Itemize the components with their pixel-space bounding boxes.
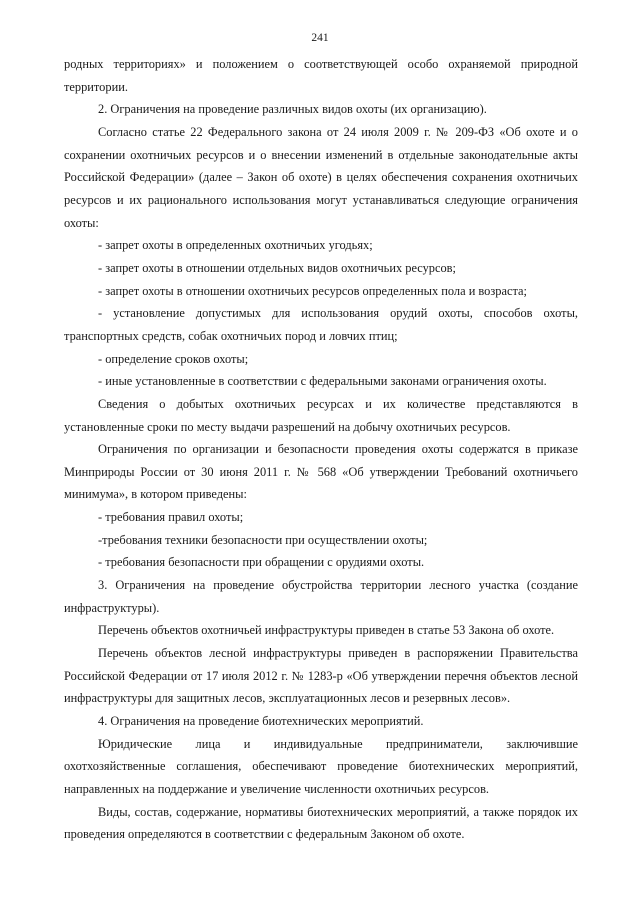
paragraph: Перечень объектов лесной инфраструктуры приведен в распоряжении Правительства Российской Федерации от 17 июля 2012 г. № 1283-р «Об утверждении перечня объектов лесной инфраструктуры для защитных лесов, эксплуатационных лесов и резервных лесов». [64,646,578,706]
paragraph: Сведения о добытых охотничьих ресурсах и их количестве представляются в установленные сроки по месту выдачи разрешений на добычу охотничьих ресурсов. [64,396,578,434]
paragraph: -требования техники безопасности при осуществлении охоты; [98,532,428,547]
paragraph: 2. Ограничения на проведение различных видов охоты (их организацию). [98,102,487,117]
paragraph: - установление допустимых для использования орудий охоты, способов охоты, транспортных средств, собак охотничьих пород и ловчих птиц; [64,306,578,343]
paragraph: - определение сроков охоты; [98,351,249,366]
paragraph: Виды, состав, содержание, нормативы биотехнических мероприятий, а также порядок их проведения определяются в соответствии с федеральным Законом об охоте. [64,804,578,842]
paragraph: Перечень объектов охотничьей инфраструктуры приведен в статье 53 Закона об охоте. [98,623,555,638]
paragraph: - иные установленные в соответствии с федеральными законами ограничения охоты. [98,374,547,389]
document-body [64,53,578,846]
page-number: 241 [311,32,329,44]
paragraph: - запрет охоты в отношении охотничьих ресурсов определенных пола и возраста; [98,283,527,298]
paragraph: 3. Ограничения на проведение обустройства территории лесного участка (создание инфраструктуры). [64,578,578,615]
paragraph: - запрет охоты в определенных охотничьих угодьях; [98,238,373,253]
paragraph: родных территориях» и положением о соответствующей особо охраняемой природной территории. [64,57,578,94]
paragraph: Юридические лица и индивидуальные предприниматели, заключившие охотхозяйственные соглашения, обеспечивают проведение биотехнических мероприятий, направленных на поддержание и увеличение численности охотничьих ресурсов. [64,736,578,796]
paragraph: Согласно статье 22 Федерального закона от 24 июля 2009 г. № 209-ФЗ «Об охоте и о сохранении охотничьих ресурсов и о внесении изменений в отдельные законодательные акты Российской Федерации» (далее – Закон об охоте) в целях обеспечения сохранения охотничьих ресурсов и их рационального использования могут устанавливаться следующие ограничения охоты: [64,124,578,230]
paragraph: 4. Ограничения на проведение биотехнических мероприятий. [98,714,424,729]
paragraph: - запрет охоты в отношении отдельных видов охотничьих ресурсов; [98,260,456,275]
paragraph: Ограничения по организации и безопасности проведения охоты содержатся в приказе Минприроды России от 30 июня 2011 г. № 568 «Об утверждении Требований охотничьего минимума», в котором приведены: [64,442,578,502]
paragraph: - требования безопасности при обращении с орудиями охоты. [98,555,425,570]
paragraph: - требования правил охоты; [98,510,244,525]
